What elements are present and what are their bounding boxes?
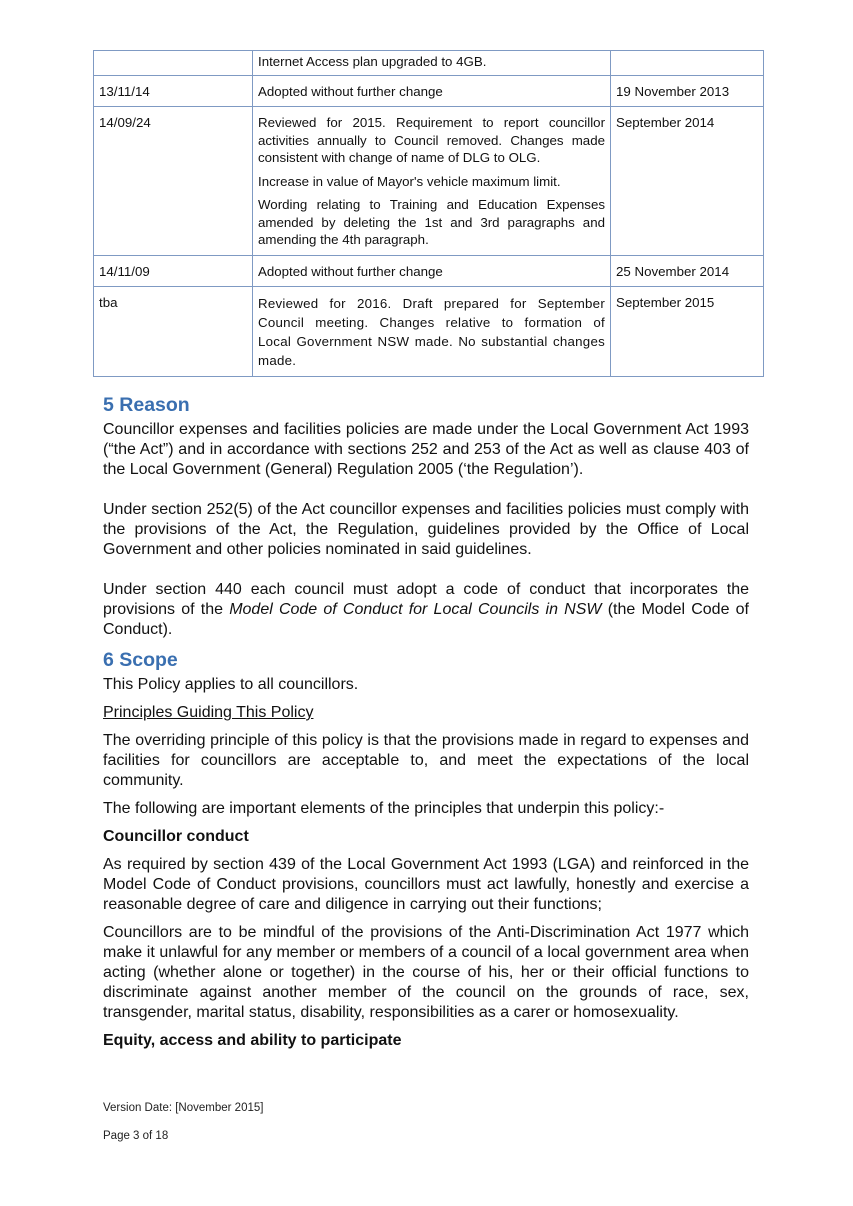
table-cell-date: 19 November 2013 <box>611 75 764 107</box>
table-cell-reference: 13/11/14 <box>94 75 253 107</box>
table-cell-date: 25 November 2014 <box>611 255 764 287</box>
reason-paragraph-1: Councillor expenses and facilities policies are made under the Local Government Act 1993 (“the Act”) and in accordance with sections 252 and 253 of the Act as well as clause 403 of the Local Government (General) Regulation 2005 (‘the Regulation’). <box>103 421 749 478</box>
table-cell-description <box>253 107 611 256</box>
councillor-conduct-heading: Councillor conduct <box>103 828 249 845</box>
cell-paragraph: Wording relating to Training and Education Expenses amended by deleting the 1st and 3rd paragraphs and amending the 4th paragraph. <box>258 197 605 247</box>
cell-paragraph: Internet Access plan upgraded to 4GB. <box>258 54 487 69</box>
principles-intro: The following are important elements of the principles that underpin this policy:- <box>103 800 665 817</box>
reason-paragraph-3-text: Under section 440 each council must adopt a code of conduct that incorporates the provisions of the <box>103 581 749 618</box>
conduct-paragraph-2: Councillors are to be mindful of the provisions of the Anti-Discrimination Act 1977 which make it unlawful for any member or members of a council of a local government area when acting (whether alone or together) in the course of his, her or their official functions to discriminate against another member of the council on the grounds of race, sex, transgender, marital status, disability, responsibilities as a carer or homosexuality. <box>103 924 749 1021</box>
reason-paragraph-3-tail: (the Model Code of Conduct). <box>103 601 750 638</box>
section-6-heading: 6 Scope <box>103 649 178 671</box>
page-footer <box>103 1101 263 1157</box>
table-row <box>94 255 764 287</box>
table-row <box>94 51 764 76</box>
table-cell-reference: 14/11/09 <box>94 255 253 287</box>
principles-paragraph: The overriding principle of this policy is that the provisions made in regard to expenses and facilities for councillors are acceptable to, and meet the expectations of the local community. <box>103 732 749 789</box>
cell-paragraph: Reviewed for 2015. Requirement to report councillor activities annually to Council removed. Changes made consistent with change of name of DLG to OLG. <box>258 115 605 165</box>
table-row <box>94 107 764 256</box>
page-number: Page 3 of 18 <box>103 1130 169 1142</box>
table-row <box>94 287 764 377</box>
cell-paragraph: Increase in value of Mayor's vehicle maximum limit. <box>258 173 561 189</box>
table-cell-reference <box>94 51 253 76</box>
equity-heading: Equity, access and ability to participate <box>103 1032 402 1049</box>
table-cell-date: September 2014 <box>611 107 764 256</box>
model-code-title: Model Code of Conduct for Local Councils in NSW <box>229 601 602 618</box>
table-cell-reference: 14/09/24 <box>94 107 253 256</box>
document-body <box>103 393 749 1059</box>
reason-paragraph-2: Under section 252(5) of the Act councillor expenses and facilities policies must comply with the provisions of the Act, the Regulation, guidelines provided by the Office of Local Government and other policies nominated in said guidelines. <box>103 501 749 558</box>
section-5-heading: 5 Reason <box>103 394 190 416</box>
version-history-table <box>93 50 764 377</box>
conduct-paragraph-1: As required by section 439 of the Local Government Act 1993 (LGA) and reinforced in the Model Code of Conduct provisions, councillors must act lawfully, honestly and exercise a reasonable degree of care and diligence in carrying out their functions; <box>103 856 749 913</box>
table-cell-description <box>253 255 611 287</box>
principles-title: Principles Guiding This Policy <box>103 704 314 721</box>
table-row <box>94 75 764 107</box>
table-cell-date: September 2015 <box>611 287 764 377</box>
table-cell-description <box>253 287 611 377</box>
reason-paragraph-3 <box>103 580 749 640</box>
cell-paragraph: Adopted without further change <box>258 83 443 99</box>
table-cell-reference: tba <box>94 287 253 377</box>
version-date: Version Date: [November 2015] <box>103 1102 264 1114</box>
table-cell-date <box>611 51 764 76</box>
scope-paragraph: This Policy applies to all councillors. <box>103 676 359 693</box>
table-cell-description <box>253 51 611 76</box>
cell-paragraph: Adopted without further change <box>258 263 443 279</box>
table-cell-description <box>253 75 611 107</box>
cell-paragraph: Reviewed for 2016. Draft prepared for September Council meeting. Changes relative to formation of Local Government NSW made. No substantial changes made. <box>258 296 605 368</box>
